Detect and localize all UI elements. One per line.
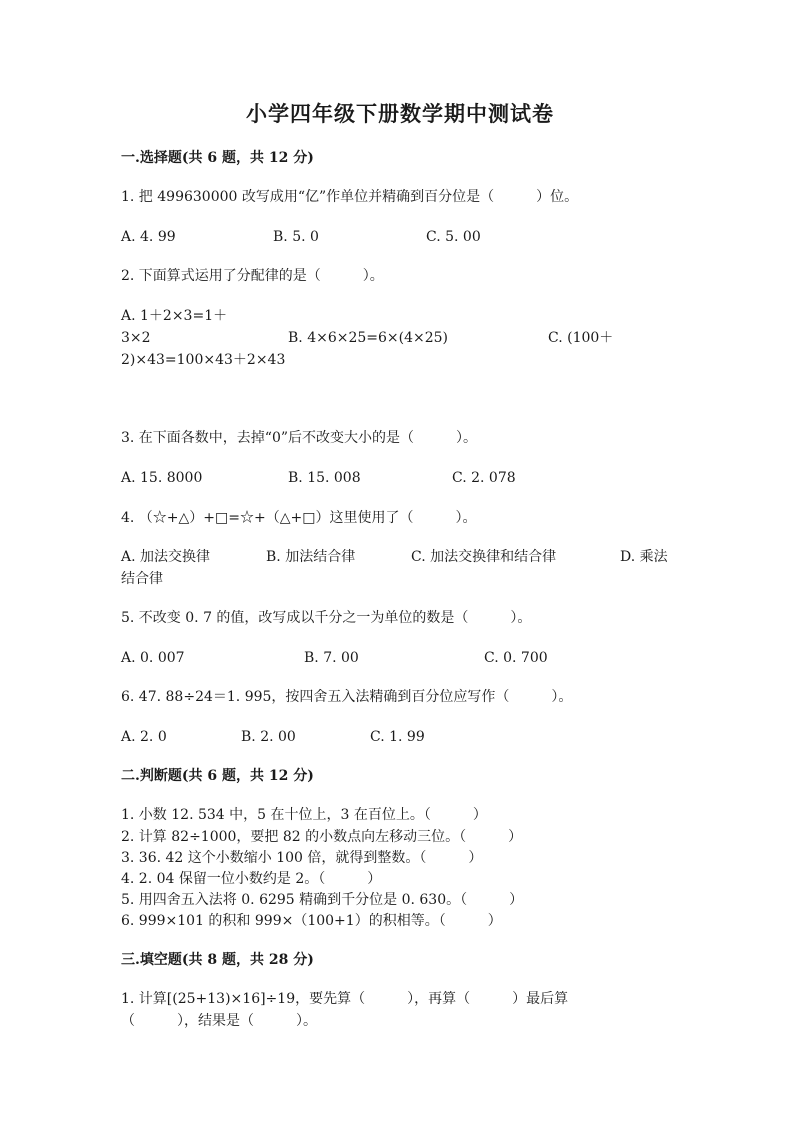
section-heading-fill-blank: 三.填空题(共 8 题，共 28 分) (121, 952, 314, 968)
q6-option-a: A. 2. 0 (121, 729, 167, 745)
question-3-text: 3. 在下面各数中，去掉“0”后不改变大小的是（ ）。 (121, 430, 478, 446)
q3-option-a: A. 15. 8000 (121, 470, 203, 486)
question-5-text: 5. 不改变 0. 7 的值，改写成以千分之一为单位的数是（ ）。 (121, 610, 532, 626)
q2-option-c-line2: 2)×43=100×43＋2×43 (121, 352, 286, 368)
q4-option-b: B. 加法结合律 (266, 549, 356, 565)
section-heading-choice: 一.选择题(共 6 题，共 12 分) (121, 150, 314, 166)
fill-question-1-line1: 1. 计算[(25+13)×16]÷19，要先算（ ），再算（ ）最后算 (121, 991, 569, 1007)
section-heading-judgment: 二.判断题(共 6 题，共 12 分) (121, 768, 314, 784)
q5-option-b: B. 7. 00 (304, 650, 359, 666)
q4-option-a: A. 加法交换律 (121, 549, 211, 565)
judgment-item-5: 5. 用四舍五入法将 0. 6295 精确到千分位是 0. 630。（ ） (121, 892, 524, 908)
question-4-text: 4. （☆+△）+□=☆+（△+□）这里使用了（ ）。 (121, 510, 477, 526)
q1-option-b: B. 5. 0 (273, 229, 319, 245)
judgment-item-1: 1. 小数 12. 534 中，5 在十位上，3 在百位上。（ ） (121, 807, 487, 823)
question-1-text: 1. 把 499630000 改写成用“亿”作单位并精确到百分位是（ ）位。 (121, 189, 579, 205)
q6-option-c: C. 1. 99 (370, 729, 425, 745)
q4-option-d-line2: 结合律 (121, 571, 163, 587)
q3-option-c: C. 2. 078 (452, 470, 516, 486)
q1-option-a: A. 4. 99 (121, 229, 176, 245)
judgment-item-3: 3. 36. 42 这个小数缩小 100 倍，就得到整数。（ ） (121, 850, 483, 866)
q2-option-b: B. 4×6×25=6×(4×25) (288, 330, 449, 346)
q2-option-c-line1: C. (100＋ (548, 330, 614, 346)
judgment-item-4: 4. 2. 04 保留一位小数约是 2。（ ） (121, 871, 382, 887)
q5-option-c: C. 0. 700 (484, 650, 548, 666)
judgment-item-6: 6. 999×101 的积和 999×（100+1）的积相等。（ ） (121, 913, 502, 929)
judgment-item-2: 2. 计算 82÷1000，要把 82 的小数点向左移动三位。（ ） (121, 829, 523, 845)
q5-option-a: A. 0. 007 (121, 650, 185, 666)
fill-question-1-line2: （ ），结果是（ ）。 (121, 1013, 317, 1029)
q2-option-a-line2: 3×2 (121, 330, 151, 346)
page-title: 小学四年级下册数学期中测试卷 (246, 101, 554, 126)
question-6-text: 6. 47. 88÷24＝1. 995，按四舍五入法精确到百分位应写作（ ）。 (121, 689, 573, 705)
q4-option-d-line1: D. 乘法 (620, 549, 668, 565)
q6-option-b: B. 2. 00 (241, 729, 296, 745)
q4-option-c: C. 加法交换律和结合律 (411, 549, 557, 565)
q3-option-b: B. 15. 008 (288, 470, 361, 486)
question-2-text: 2. 下面算式运用了分配律的是（ ）。 (121, 268, 384, 284)
q1-option-c: C. 5. 00 (426, 229, 481, 245)
q2-option-a-line1: A. 1＋2×3=1＋ (121, 308, 228, 324)
